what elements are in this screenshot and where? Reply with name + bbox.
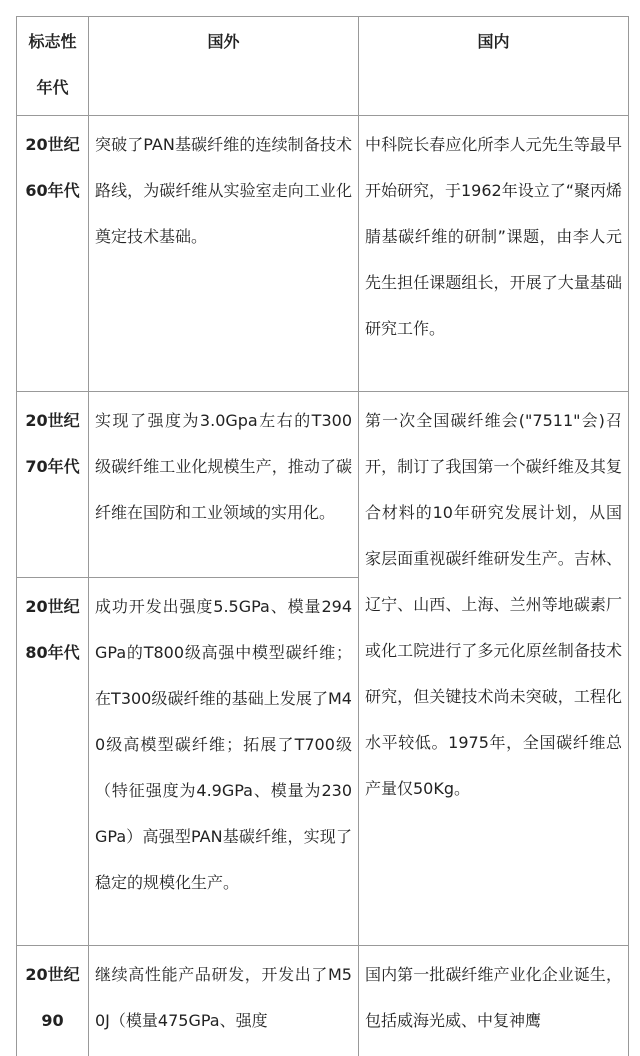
header-domestic: 国内 [359,17,629,116]
foreign-cell: 成功开发出强度5.5GPa、模量294GPa的T800级高强中模型碳纤维；在T300级碳纤维的基础上发展了M40级高模型碳纤维；拓展了T700级（特征强度为4.9GPa、模量为230GPa）高强型PAN基碳纤维，实现了稳定的规模化生产。 [89,578,359,946]
era-cell: 20世纪60年代 [17,116,89,392]
domestic-cell: 中科院长春应化所李人元先生等最早开始研究，于1962年设立了“聚丙烯腈基碳纤维的研制”课题，由李人元先生担任课题组长，开展了大量基础研究工作。 [359,116,629,392]
comparison-table [16,16,629,1056]
era-cell: 20世纪70年代 [17,392,89,578]
header-era: 标志性年代 [17,17,89,116]
era-cell: 20世纪90 [17,946,89,1056]
domestic-cell: 国内第一批碳纤维产业化企业诞生，包括威海光威、中复神鹰 [359,946,629,1056]
foreign-cell: 突破了PAN基碳纤维的连续制备技术路线，为碳纤维从实验室走向工业化奠定技术基础。 [89,116,359,392]
era-cell: 20世纪80年代 [17,578,89,946]
header-row [17,17,629,116]
header-foreign: 国外 [89,17,359,116]
table-row [17,116,629,392]
foreign-cell: 实现了强度为3.0Gpa左右的T300级碳纤维工业化规模生产，推动了碳纤维在国防和工业领域的实用化。 [89,392,359,578]
foreign-cell: 继续高性能产品研发，开发出了M50J（模量475GPa、强度 [89,946,359,1056]
table-row [17,946,629,1056]
domestic-cell: 第一次全国碳纤维会("7511"会)召开，制订了我国第一个碳纤维及其复合材料的10年研究发展计划，从国家层面重视碳纤维研发生产。吉林、辽宁、山西、上海、兰州等地碳素厂或化工院进行了多元化原丝制备技术研究，但关键技术尚未突破，工程化水平较低。1975年，全国碳纤维总产量仅50Kg。 [359,392,629,946]
table-row [17,392,629,578]
